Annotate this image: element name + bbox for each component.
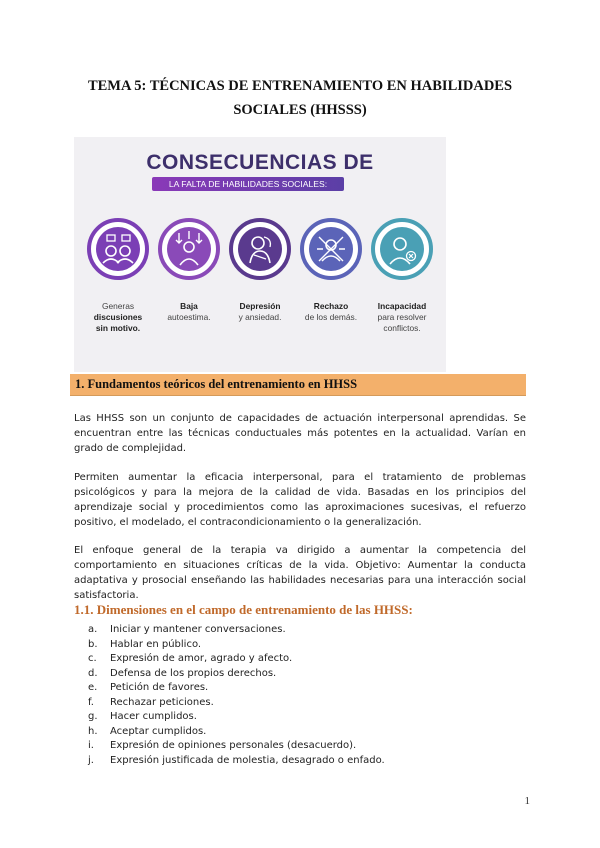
list-item: d. Defensa de los propios derechos. [88,667,277,679]
consequence-label-self-esteem: Baja autoestima. [167,301,211,322]
consequences-infographic [74,137,446,372]
list-item: i. Expresión de opiniones personales (desacuerdo). [88,740,357,751]
section-1-heading: 1. Fundamentos teóricos del entrenamiento en HHSS [75,377,358,391]
discussion-icon [86,217,150,281]
paragraph-1: Las HHSS son un conjunto de capacidades de actuación interpersonal aprendidas. Se encuentran entre las técnicas conductuales más potentes en la actualidad. Varían en grado de complejidad. [74,413,526,454]
list-item: b. Hablar en público. [88,638,202,650]
consequence-label-discussions: Generas discusiones sin motivo. [93,301,143,333]
page-number: 1 [524,795,530,807]
document-title [60,74,540,122]
paragraph-3: El enfoque general de la terapia va dirigido a aumentar la competencia del comportamiento en situaciones críticas de la vida. Objetivo: Aumentar la conducta adaptativa y prosocial enseñando las habilidades necesarias para una interacción social satisfactoria. [74,545,526,601]
list-item: e. Petición de favores. [88,682,209,693]
list-item: j. Expresión justificada de molestia, desagrado o enfado. [88,754,385,766]
infographic-heading: CONSECUENCIAS DE [146,151,374,174]
dimensions-list [88,623,385,768]
consequence-label-depression: Depresión y ansiedad. [238,301,282,322]
rejection-icon [299,217,363,281]
infographic-ribbon: LA FALTA DE HABILIDADES SOCIALES: [152,177,344,191]
consequence-label-incapacity: Incapacidad para resolver conflictos. [377,301,427,333]
incapacity-icon [370,217,434,281]
paragraph-2: Permiten aumentar la eficacia interpersonal, para el tratamiento de problemas psicológicos y para la mejora de la calidad de vida. Basadas en los principios del aprendizaje social y procedimientos como las aproximaciones sucesivas, el refuerzo positivo, el modelado, el contracondicionamiento o la generalización. [74,472,526,528]
low-selfesteem-icon [157,217,221,281]
depression-icon [228,217,292,281]
list-item: c. Expresión de amor, agrado y afecto. [88,653,293,664]
title-line-2: SOCIALES (HHSSS) [233,102,367,118]
section-1-heading-bar [70,374,526,396]
list-item: g. Hacer cumplidos. [88,711,197,722]
consequence-label-rejection: Rechazo de los demás. [304,301,358,322]
list-item: a. Iniciar y mantener conversaciones. [88,624,286,635]
list-item: h. Aceptar cumplidos. [88,725,207,737]
section-1-1-heading: 1.1. Dimensiones en el campo de entrenamiento de las HHSS: [74,602,413,617]
title-line-1: TEMA 5: TÉCNICAS DE ENTRENAMIENTO EN HABILIDADES [87,78,513,94]
list-item: f. Rechazar peticiones. [88,696,214,708]
